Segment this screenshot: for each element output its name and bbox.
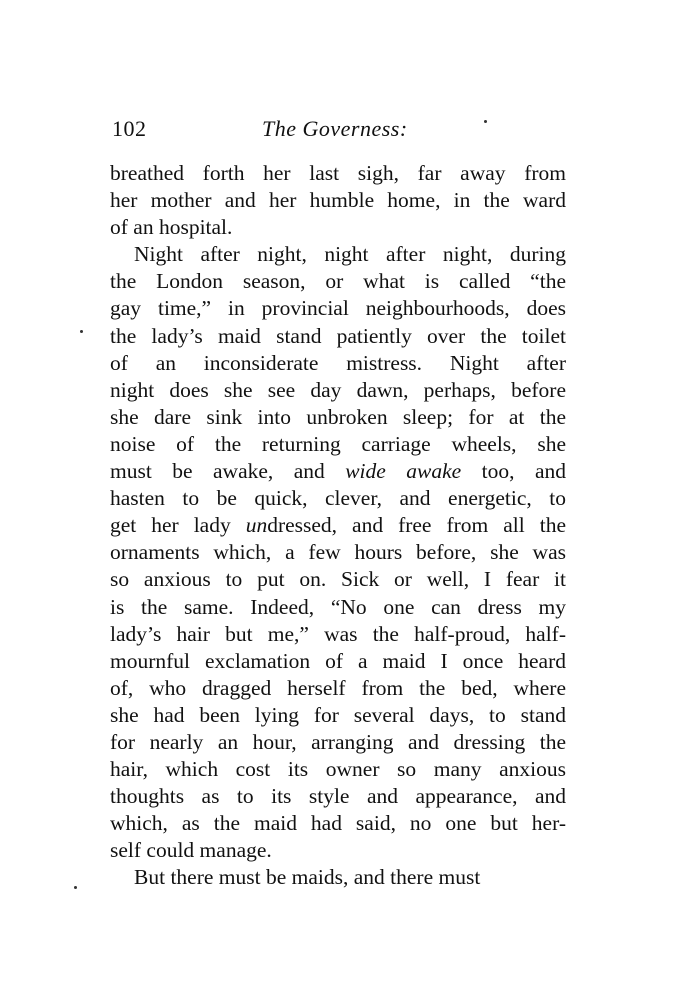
text-segment: But there must be maids, and there must — [134, 865, 481, 890]
text-line — [110, 621, 566, 648]
text-segment: too, and — [461, 459, 566, 484]
text-line — [110, 187, 566, 214]
text-line — [110, 648, 566, 675]
text-segment: ornaments which, a few hours before, she was — [110, 540, 566, 565]
text-segment: thoughts as to its style and appearance, and — [110, 784, 566, 809]
text-line — [110, 729, 566, 756]
text-segment: self could manage. — [110, 838, 272, 863]
text-segment: dressed, and free from all the — [267, 513, 566, 538]
text-line — [110, 702, 566, 729]
text-segment: so anxious to put on. Sick or well, I fear it — [110, 567, 566, 592]
text-segment: of an inconsiderate mistress. Night after — [110, 350, 566, 375]
text-segment: gay time,” in provincial neighbourhoods, does — [110, 296, 566, 321]
text-segment: she had been lying for several days, to stand — [110, 702, 566, 727]
text-line — [110, 404, 566, 431]
text-line — [110, 566, 566, 593]
text-line — [110, 295, 566, 322]
text-segment: hair, which cost its owner so many anxious — [110, 757, 566, 782]
text-line — [110, 323, 566, 350]
text-line — [110, 837, 566, 864]
text-segment: get her lady — [110, 513, 246, 538]
text-segment: is the same. Indeed, “No one can dress my — [110, 594, 566, 619]
text-segment: mournful exclamation of a maid I once heard — [110, 648, 566, 673]
text-line — [110, 783, 566, 810]
text-line — [110, 160, 566, 187]
italic-text: un — [245, 513, 268, 538]
text-segment: breathed forth her last sigh, far away from — [110, 161, 566, 185]
text-line — [110, 512, 566, 539]
ink-speck — [74, 886, 77, 889]
text-line — [110, 675, 566, 702]
text-segment: of, who dragged herself from the bed, where — [110, 675, 566, 700]
text-segment: the London season, or what is called “the — [110, 269, 566, 294]
text-line — [110, 377, 566, 404]
text-line — [110, 458, 566, 485]
text-segment: of an hospital. — [110, 215, 233, 240]
text-line — [110, 241, 566, 268]
text-segment: hasten to be quick, clever, and energetic, to — [110, 486, 566, 511]
text-segment: lady’s hair but me,” was the half-proud, half- — [110, 621, 566, 646]
ink-speck — [484, 120, 487, 123]
italic-text: wide awake — [345, 459, 462, 484]
text-segment: night does she see day dawn, perhaps, before — [110, 377, 566, 402]
page-number: 102 — [112, 116, 147, 141]
text-line — [110, 864, 566, 891]
text-line — [110, 810, 566, 837]
text-segment: for nearly an hour, arranging and dressing the — [110, 729, 566, 754]
text-line — [110, 268, 566, 295]
page-header — [112, 116, 568, 146]
text-segment: must be awake, and — [110, 459, 346, 484]
text-segment: she dare sink into unbroken sleep; for at the — [110, 404, 566, 429]
text-line — [110, 594, 566, 621]
text-line — [110, 431, 566, 458]
text-segment: Night after night, night after night, during — [134, 242, 566, 267]
text-line — [110, 485, 566, 512]
text-segment: the lady’s maid stand patiently over the toilet — [110, 323, 566, 348]
running-title: The Governess: — [262, 116, 408, 141]
text-line — [110, 214, 566, 241]
text-segment: noise of the returning carriage wheels, she — [110, 431, 566, 456]
ink-speck — [80, 330, 83, 333]
text-line — [110, 539, 566, 566]
text-segment: which, as the maid had said, no one but her- — [110, 811, 566, 836]
body-text — [110, 160, 566, 892]
text-segment: her mother and her humble home, in the ward — [110, 188, 566, 213]
text-line — [110, 756, 566, 783]
text-line — [110, 350, 566, 377]
